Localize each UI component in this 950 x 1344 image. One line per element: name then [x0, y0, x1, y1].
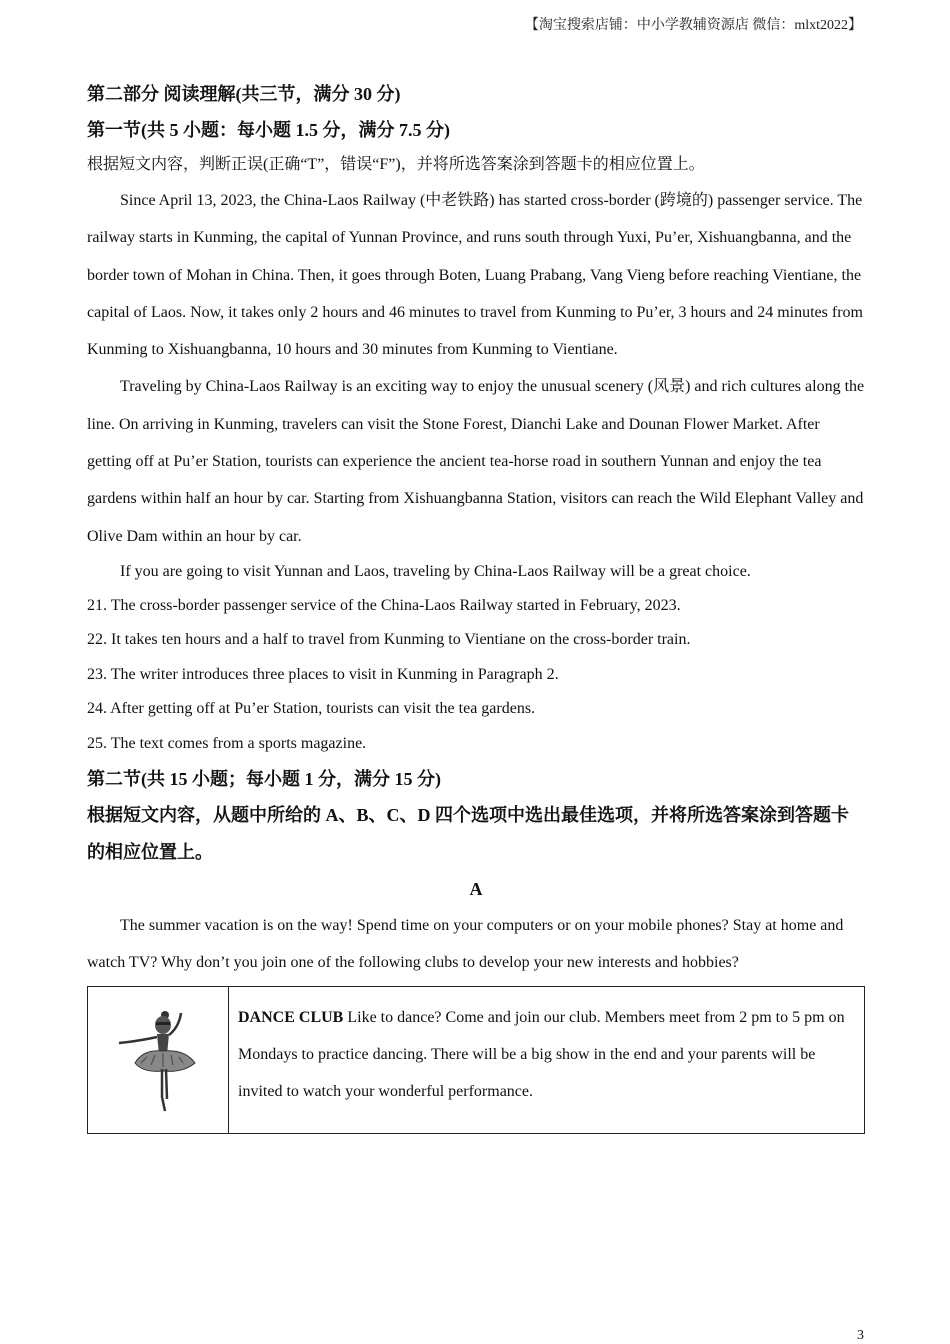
page-number: 3: [857, 1328, 864, 1343]
passage-intro: The summer vacation is on the way! Spend time on your computers or on your mobile phones? Stay at home and watch TV? Why don’t you join one of the following clubs to develop your new interests and hobbies?: [87, 917, 844, 972]
section2-title: 第二节(共 15 小题；每小题 1 分，满分 15 分): [87, 769, 441, 789]
question-21: 21. The cross-border passenger service of the China-Laos Railway started in February, 2023.: [87, 596, 681, 614]
ballerina-icon: [113, 1005, 203, 1115]
club-name: DANCE CLUB: [238, 1008, 344, 1026]
club-description: Like to dance? Come and join our club. Members meet from 2 pm to 5 pm on Mondays to practice dancing. There will be a big show in the end and your parents will be invited to watch your wonderful performance.: [238, 1008, 845, 1101]
club-table: [87, 986, 865, 1134]
passage-label: A: [469, 879, 483, 899]
club-image-cell: [88, 987, 229, 1133]
watermark: 【淘宝搜索店铺：中小学教辅资源店 微信：mlxt2022】: [524, 18, 862, 33]
passage-paragraph-2: Traveling by China-Laos Railway is an exciting way to enjoy the unusual scenery (风景) and rich cultures along the line. On arriving in Kunming, travelers can visit the Stone Forest, Dianchi Lake and Dounan Flower Market. After getting off at Pu’er Station, tourists can experience the ancient tea-horse road in southern Yunnan and enjoy the tea gardens within half an hour by car. Starting from Xishuangbanna Station, visitors can reach the Wild Elephant Valley and Olive Dam within an hour by car.: [87, 378, 865, 545]
passage-paragraph-3: If you are going to visit Yunnan and Laos, traveling by China-Laos Railway will be a great choice.: [120, 562, 751, 580]
question-25: 25. The text comes from a sports magazine.: [87, 734, 367, 752]
document-body: [87, 76, 865, 1134]
club-description-cell: [229, 987, 864, 1133]
question-22: 22. It takes ten hours and a half to travel from Kunming to Vientiane on the cross-border train.: [87, 631, 691, 649]
section2-instruction: 根据短文内容，从题中所给的 A、B、C、D 四个选项中选出最佳选项，并将所选答案涂到答题卡的相应位置上。: [87, 805, 849, 862]
section1-instruction: 根据短文内容，判断正误(正确“T”，错误“F”)，并将所选答案涂到答题卡的相应位置上。: [87, 156, 705, 173]
passage-paragraph-1: Since April 13, 2023, the China-Laos Railway (中老铁路) has started cross-border (跨境的) passenger service. The railway starts in Kunming, the capital of Yunnan Province, and runs south through Yuxi, Pu’er, Xishuangbanna, and the border town of Mohan in China. Then, it goes through Boten, Luang Prabang, Vang Vieng before reaching Vientiane, the capital of Laos. Now, it takes only 2 hours and 46 minutes to travel from Kunming to Pu’er, 3 hours and 24 minutes from Kunming to Xishuangbanna, 10 hours and 30 minutes from Kunming to Vientiane.: [87, 192, 863, 359]
question-24: 24. After getting off at Pu’er Station, tourists can visit the tea gardens.: [87, 700, 536, 718]
section1-title: 第一节(共 5 小题：每小题 1.5 分，满分 7.5 分): [87, 120, 450, 140]
part-title: 第二部分 阅读理解(共三节，满分 30 分): [87, 84, 401, 104]
question-23: 23. The writer introduces three places to visit in Kunming in Paragraph 2.: [87, 665, 559, 683]
